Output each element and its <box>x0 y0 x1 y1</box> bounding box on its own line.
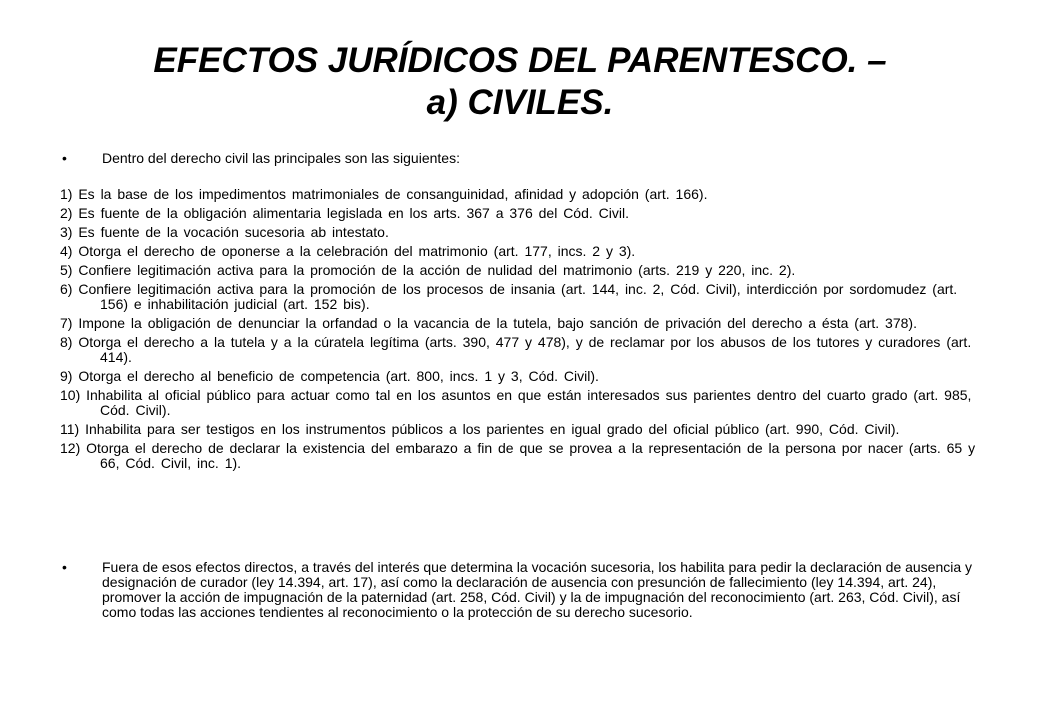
effects-list <box>60 187 990 475</box>
list-item: 3) Es fuente de la vocación sucesoria ab intestato. <box>60 224 389 240</box>
intro-bullet <box>60 151 990 166</box>
bullet-icon: • <box>62 150 67 166</box>
list-item: 1) Es la base de los impedimentos matrimoniales de consanguinidad, afinidad y adopción (art. 166). <box>60 186 708 202</box>
list-item: 7) Impone la obligación de denunciar la orfandad o la vacancia de la tutela, bajo sanción de privación del derecho a ésta (art. 378). <box>60 315 917 331</box>
list-item: 5) Confiere legitimación activa para la promoción de la acción de nulidad del matrimonio (arts. 219 y 220, inc. 2). <box>60 262 796 278</box>
list-item: 9) Otorga el derecho al beneficio de competencia (art. 800, incs. 1 y 3, Cód. Civil). <box>60 368 599 384</box>
list-item: 12) Otorga el derecho de declarar la existencia del embarazo a fin de que se provea a la representación de la persona por nacer (arts. 65 y 66, Cód. Civil, inc. 1). <box>60 440 976 471</box>
list-item: 4) Otorga el derecho de oponerse a la celebración del matrimonio (art. 177, incs. 2 y 3). <box>60 243 636 259</box>
intro-text: Dentro del derecho civil las principales son las siguientes: <box>102 150 460 166</box>
slide-title <box>60 40 980 124</box>
list-item: 8) Otorga el derecho a la tutela y a la cúratela legítima (arts. 390, 477 y 478), y de reclamar por los abusos de los tutores y curadores (art. 414). <box>60 334 972 365</box>
list-item: 11) Inhabilita para ser testigos en los instrumentos públicos a los parientes en igual grado del oficial público (art. 990, Cód. Civil). <box>60 421 900 437</box>
list-item: 10) Inhabilita al oficial público para actuar como tal en los asuntos en que están interesados sus parientes dentro del cuarto grado (art. 985, Cód. Civil). <box>60 387 972 418</box>
title-line-1: EFECTOS JURÍDICOS DEL PARENTESCO. – <box>153 41 887 80</box>
list-item: 6) Confiere legitimación activa para la promoción de los procesos de insania (art. 144, inc. 2, Cód. Civil), interdicción por sordomudez (art. 156) e inhabilitación judicial (art. 152 bis). <box>60 281 958 312</box>
title-line-2: a) CIVILES. <box>426 83 614 122</box>
list-item: 2) Es fuente de la obligación alimentaria legislada en los arts. 367 a 376 del Cód. Civil. <box>60 205 629 221</box>
bullet-icon: • <box>62 559 67 575</box>
closing-text: Fuera de esos efectos directos, a través del interés que determina la vocación sucesoria, los habilita para pedir la declaración de ausencia y designación de curador (ley 14.394, art. 17), así como la declaración de ausencia con presunción de fallecimiento (ley 14.394, art. 24), promover la acción de impugnación de la paternidad (art. 258, Cód. Civil) y la de impugnación del reconocimiento (art. 263, Cód. Civil), así como todas las acciones tendientes al reconocimiento o la protección de su derecho sucesorio. <box>102 559 973 620</box>
closing-bullet <box>60 560 990 620</box>
